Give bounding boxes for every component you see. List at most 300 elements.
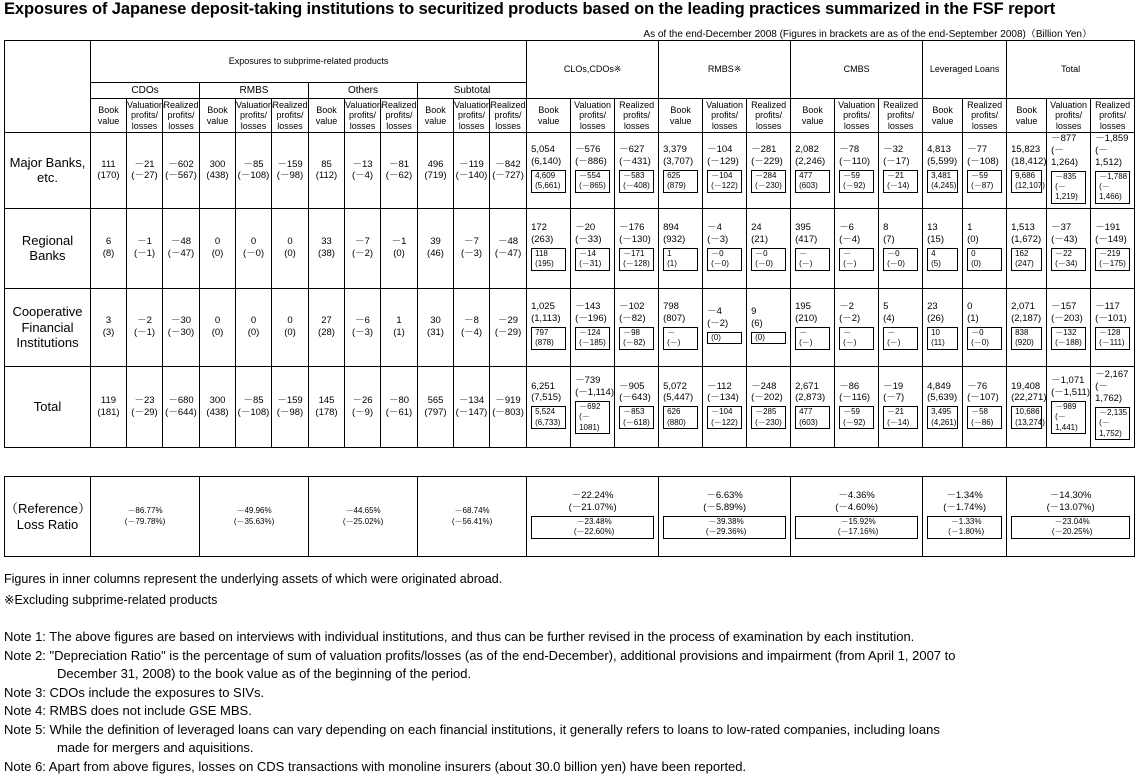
cell-value: 300 (438) xyxy=(200,395,235,419)
exposure-cell xyxy=(527,133,571,209)
table-row xyxy=(5,288,1135,366)
subprime-cell xyxy=(345,208,381,288)
header-book-value: Book value xyxy=(418,99,454,133)
outer-value: 19,408 (22,271) xyxy=(1007,381,1046,405)
cell-value: －29 (－29) xyxy=(490,315,526,339)
header-rmbs: RMBS※ xyxy=(659,41,791,99)
inner-value: 4,609 (5,661) xyxy=(531,170,566,193)
exposure-cell xyxy=(791,288,835,366)
inner-value: －15.92% (－17.16%) xyxy=(795,516,918,539)
outer-value: 13 (15) xyxy=(923,222,962,246)
cell-value: －1 (－1) xyxy=(127,236,162,260)
header-valuation: Valuation profits/ losses xyxy=(1047,99,1091,133)
exposure-cell xyxy=(659,208,703,288)
inner-value: －2,135 (－1,752) xyxy=(1095,407,1130,440)
outer-value: －77 (－108) xyxy=(963,144,1006,168)
inner-value: －0 (－0) xyxy=(751,248,786,271)
cell-value: －26 (－9) xyxy=(345,395,380,419)
outer-value: －576 (－886) xyxy=(571,144,614,168)
subprime-cell xyxy=(309,133,345,209)
inner-value: －23.04% (－20.25%) xyxy=(1011,516,1130,539)
exposure-cell xyxy=(615,133,659,209)
cell-value: 300 (438) xyxy=(200,159,235,183)
header-realized: Realized profits/ losses xyxy=(747,99,791,133)
exposure-cell xyxy=(1047,208,1091,288)
exposure-cell xyxy=(1091,208,1135,288)
subprime-cell xyxy=(490,366,527,447)
exposure-cell xyxy=(703,208,747,288)
inner-value: 9,686 (12,107) xyxy=(1011,170,1042,193)
cell-value: Cooperative Financial Institutions xyxy=(5,304,90,351)
outer-value: －248 (－202) xyxy=(747,381,790,405)
subprime-cell xyxy=(490,133,527,209)
page-title: Exposures of Japanese deposit-taking institutions to securitized products based on the leading practices summarized in the FSF report xyxy=(4,0,1055,19)
outer-value: 6,251 (7,515) xyxy=(527,381,570,405)
exposure-cell xyxy=(923,288,963,366)
outer-value: 172 (263) xyxy=(527,222,570,246)
inner-value: 10 (11) xyxy=(927,327,958,350)
inner-value: －554 (－865) xyxy=(575,170,610,193)
inner-value: 162 (247) xyxy=(1011,248,1042,271)
exposure-cell xyxy=(963,288,1007,366)
exposure-cell xyxy=(1047,288,1091,366)
outer-value: 2,671 (2,873) xyxy=(791,381,834,405)
cell-value: 145 (178) xyxy=(309,395,344,419)
cell-value: 85 (112) xyxy=(309,159,344,183)
header-book-value: Book value xyxy=(527,99,571,133)
exposure-cell xyxy=(1007,366,1047,447)
cell-value: 1 (1) xyxy=(381,315,417,339)
exposure-cell xyxy=(615,288,659,366)
inner-value: 626 (880) xyxy=(663,406,698,429)
outer-value: 24 (21) xyxy=(747,222,790,246)
cell-value: 496 (719) xyxy=(418,159,453,183)
subprime-cell xyxy=(91,366,127,447)
exposure-cell xyxy=(527,366,571,447)
outer-value: －877 (－1,264) xyxy=(1047,133,1090,169)
header-valuation: Valuation profits/ losses xyxy=(454,99,490,133)
header-realized: Realized profits/ losses xyxy=(963,99,1007,133)
header-valuation: Valuation profits/ losses xyxy=(345,99,381,133)
cell-value: 119 (181) xyxy=(91,395,126,419)
outer-value: 2,082 (2,246) xyxy=(791,144,834,168)
subprime-cell xyxy=(345,366,381,447)
inner-value: －285 (－230) xyxy=(751,406,786,429)
cell-value: －48 (－47) xyxy=(490,236,526,260)
header-cmbs: CMBS xyxy=(791,41,923,99)
loss-ratio-cell xyxy=(91,477,200,557)
subprime-cell xyxy=(418,133,454,209)
loss-ratio-cell xyxy=(418,477,527,557)
subprime-cell xyxy=(200,288,236,366)
header-total: Total xyxy=(1007,41,1135,99)
cell-value: －159 (－98) xyxy=(272,395,308,419)
cell-value: －86.77% (－79.78%) xyxy=(91,506,199,527)
outer-value: －32 (－17) xyxy=(879,144,922,168)
exposure-cell xyxy=(1091,366,1135,447)
note-line: Note 3: CDOs include the exposures to SIVs. xyxy=(4,684,956,703)
outer-value: 3,379 (3,707) xyxy=(659,144,702,168)
cell-value: －21 (－27) xyxy=(127,159,162,183)
cell-value: 30 (31) xyxy=(418,315,453,339)
cell-value: 27 (28) xyxy=(309,315,344,339)
subprime-cell xyxy=(163,288,200,366)
as-of-note: As of the end-December 2008 (Figures in brackets are as of the end-September 2008)（Billion Yen） xyxy=(643,25,1092,40)
cell-value: －119 (－140) xyxy=(454,159,489,183)
exposure-cell xyxy=(571,366,615,447)
exposure-cell xyxy=(527,208,571,288)
exposure-cell xyxy=(703,366,747,447)
header-valuation: Valuation profits/ losses xyxy=(236,99,272,133)
cell-value: －49.96% (－35.63%) xyxy=(200,506,308,527)
header-valuation: Valuation profits/ losses xyxy=(571,99,615,133)
inner-value: －692 (－1081) xyxy=(575,401,610,434)
exposure-cell xyxy=(923,133,963,209)
loss-ratio-cell xyxy=(200,477,309,557)
cell-value: －85 (－108) xyxy=(236,159,271,183)
subprime-cell xyxy=(200,366,236,447)
outer-value: 195 (210) xyxy=(791,301,834,325)
row-label xyxy=(5,133,91,209)
subprime-cell xyxy=(272,288,309,366)
inner-value: － (－) xyxy=(839,327,874,350)
row-label xyxy=(5,208,91,288)
inner-value: －58 (－86) xyxy=(967,406,1002,429)
outer-value: －2 (－2) xyxy=(835,301,878,325)
outer-value: －1,859 (－1,512) xyxy=(1091,133,1134,169)
outer-value: 1 (0) xyxy=(963,222,1006,246)
header-book-value: Book value xyxy=(659,99,703,133)
outer-value: －1,071 (－1,511) xyxy=(1047,375,1090,399)
cell-value: 111 (170) xyxy=(91,159,126,183)
subprime-cell xyxy=(418,366,454,447)
subprime-cell xyxy=(272,208,309,288)
subprime-cell xyxy=(127,288,163,366)
exposure-cell xyxy=(963,208,1007,288)
cell-value: 3 (3) xyxy=(91,315,126,339)
loss-ratio-cell xyxy=(309,477,418,557)
outer-value: －2,167 (－1,762) xyxy=(1091,369,1134,405)
exposure-cell xyxy=(659,133,703,209)
exposure-cell xyxy=(615,208,659,288)
outer-value: －6 (－4) xyxy=(835,222,878,246)
inner-value: 797 (878) xyxy=(531,327,566,350)
inner-value: －98 (－82) xyxy=(619,327,654,350)
exposure-cell xyxy=(1091,288,1135,366)
inner-value: －124 (－185) xyxy=(575,327,610,350)
exposure-cell xyxy=(963,366,1007,447)
subprime-cell xyxy=(236,288,272,366)
inner-value: －132 (－188) xyxy=(1051,327,1086,350)
exposure-cell xyxy=(659,288,703,366)
exposure-cell xyxy=(879,133,923,209)
inner-value: －104 (－122) xyxy=(707,406,742,429)
subprime-cell xyxy=(454,208,490,288)
inner-value: (0) xyxy=(751,332,786,344)
inner-value: －171 (－128) xyxy=(619,248,654,271)
exposure-cell xyxy=(835,208,879,288)
exposure-cell xyxy=(791,366,835,447)
loss-ratio-cell xyxy=(1007,477,1135,557)
outer-value: －191 (－149) xyxy=(1091,222,1134,246)
exposure-cell xyxy=(747,366,791,447)
subprime-cell xyxy=(272,133,309,209)
header-realized: Realized profits/ losses xyxy=(615,99,659,133)
inner-value: － (－) xyxy=(663,327,698,350)
footnote-excluding: ※Excluding subprime-related products xyxy=(4,592,217,607)
exposure-cell xyxy=(527,288,571,366)
outer-value: －143 (－196) xyxy=(571,301,614,325)
outer-value: －78 (－110) xyxy=(835,144,878,168)
exposure-cell xyxy=(923,208,963,288)
inner-value: －21 (－14) xyxy=(883,406,918,429)
inner-value: －14 (－31) xyxy=(575,248,610,271)
cell-value: －1 (0) xyxy=(381,236,417,260)
loss-ratio-label xyxy=(5,477,91,557)
subprime-cell xyxy=(345,288,381,366)
outer-value: －22.24% (－21.07%) xyxy=(527,490,658,514)
loss-ratio-cell xyxy=(791,477,923,557)
cell-value: －85 (－108) xyxy=(236,395,271,419)
outer-value: 395 (417) xyxy=(791,222,834,246)
outer-value: －4 (－2) xyxy=(703,306,746,330)
inner-value: 3,481 (4,245) xyxy=(927,170,958,193)
exposure-cell xyxy=(1047,133,1091,209)
header-book-value: Book value xyxy=(309,99,345,133)
exposure-cell xyxy=(659,366,703,447)
subprime-cell xyxy=(381,288,418,366)
subprime-cell xyxy=(91,133,127,209)
outer-value: －4 (－3) xyxy=(703,222,746,246)
subprime-cell xyxy=(127,133,163,209)
exposure-cell xyxy=(615,366,659,447)
outer-value: 23 (26) xyxy=(923,301,962,325)
loss-ratio-row xyxy=(5,477,1135,557)
cell-value: －842 (－727) xyxy=(490,159,526,183)
outer-value: －76 (－107) xyxy=(963,381,1006,405)
outer-value: 15,823 (18,412) xyxy=(1007,144,1046,168)
table-row xyxy=(5,133,1135,209)
header-cdos: CDOs xyxy=(91,83,200,99)
loss-ratio-cell xyxy=(527,477,659,557)
loss-ratio-table xyxy=(4,476,1135,557)
inner-value: －853 (－618) xyxy=(619,406,654,429)
outer-value: －176 (－130) xyxy=(615,222,658,246)
cell-value: －8 (－4) xyxy=(454,315,489,339)
subprime-cell xyxy=(163,133,200,209)
inner-value: －284 (－230) xyxy=(751,170,786,193)
subprime-cell xyxy=(163,366,200,447)
subprime-cell xyxy=(381,366,418,447)
subprime-cell xyxy=(418,288,454,366)
table-row xyxy=(5,208,1135,288)
subprime-cell xyxy=(91,288,127,366)
header-valuation: Valuation profits/ losses xyxy=(703,99,747,133)
header-book-value: Book value xyxy=(923,99,963,133)
outer-value: －739 (－1,114) xyxy=(571,375,614,399)
inner-value: －59 (－87) xyxy=(967,170,1002,193)
header-book-value: Book value xyxy=(1007,99,1047,133)
exposure-cell xyxy=(703,288,747,366)
outer-value: 4,813 (5,599) xyxy=(923,144,962,168)
inner-value: －104 (－122) xyxy=(707,170,742,193)
exposure-cell xyxy=(879,208,923,288)
inner-value: 1 (1) xyxy=(663,248,698,271)
outer-value: －104 (－129) xyxy=(703,144,746,168)
inner-value: －1,788 (－1,466) xyxy=(1095,171,1130,204)
cell-value: －159 (－98) xyxy=(272,159,308,183)
outer-value: 894 (932) xyxy=(659,222,702,246)
header-subprime: Exposures to subprime-related products xyxy=(91,41,527,83)
outer-value: －281 (－229) xyxy=(747,144,790,168)
cell-value: －7 (－3) xyxy=(454,236,489,260)
cell-value: －7 (－2) xyxy=(345,236,380,260)
inner-value: 625 (879) xyxy=(663,170,698,193)
exposure-cell xyxy=(791,208,835,288)
outer-value: －627 (－431) xyxy=(615,144,658,168)
header-clos-cdos: CLOs,CDOs※ xyxy=(527,41,659,99)
subprime-cell xyxy=(200,133,236,209)
header-leveraged-loans: Leveraged Loans xyxy=(923,41,1007,99)
cell-value: －68.74% (－56.41%) xyxy=(418,506,526,527)
outer-value: －19 (－7) xyxy=(879,381,922,405)
subprime-cell xyxy=(236,133,272,209)
table-row xyxy=(5,366,1135,447)
inner-value: 3,495 (4,261) xyxy=(927,406,958,429)
header-realized: Realized profits/ losses xyxy=(879,99,923,133)
outer-value: －6.63% (－5.89%) xyxy=(659,490,790,514)
outer-value: －37 (－43) xyxy=(1047,222,1090,246)
cell-value: －23 (－29) xyxy=(127,395,162,419)
inner-value: －59 (－92) xyxy=(839,170,874,193)
subprime-cell xyxy=(91,208,127,288)
cell-value: Regional Banks xyxy=(5,233,90,264)
outer-value: 0 (1) xyxy=(963,301,1006,325)
outer-value: 1,025 (1,113) xyxy=(527,301,570,325)
inner-value: 0 (0) xyxy=(967,248,1002,271)
cell-value: －80 (－61) xyxy=(381,395,417,419)
outer-value: －86 (－116) xyxy=(835,381,878,405)
exposure-cell xyxy=(923,366,963,447)
outer-value: 8 (7) xyxy=(879,222,922,246)
cell-value: （Reference） Loss Ratio xyxy=(5,501,90,532)
subprime-cell xyxy=(490,288,527,366)
cell-value: －2 (－1) xyxy=(127,315,162,339)
cell-value: －44.65% (－25.02%) xyxy=(309,506,417,527)
note-line: Note 4: RMBS does not include GSE MBS. xyxy=(4,702,956,721)
exposure-cell xyxy=(791,133,835,209)
subprime-cell xyxy=(272,366,309,447)
subprime-cell xyxy=(309,208,345,288)
subprime-cell xyxy=(381,208,418,288)
inner-value: 838 (920) xyxy=(1011,327,1042,350)
subprime-cell xyxy=(454,288,490,366)
outer-value: －157 (－203) xyxy=(1047,301,1090,325)
outer-value: 4,849 (5,639) xyxy=(923,381,962,405)
cell-value: －30 (－30) xyxy=(163,315,199,339)
note-line: Note 1: The above figures are based on interviews with individual institutions, and thus can be further revised in the process of examination by each institution. xyxy=(4,628,956,647)
note-line: Note 5: While the definition of leveraged loans can vary depending on each financial institutions, it generally refers to loans to low-rated companies, including loans xyxy=(4,721,956,740)
exposure-cell xyxy=(879,366,923,447)
inner-value: 118 (195) xyxy=(531,248,566,271)
corner-cell xyxy=(5,41,91,133)
exposure-cell xyxy=(747,208,791,288)
header-realized: Realized profits/ losses xyxy=(1091,99,1135,133)
exposure-cell xyxy=(703,133,747,209)
inner-value: －1.33% (－1.80%) xyxy=(927,516,1002,539)
exposure-cell xyxy=(835,288,879,366)
header-realized: Realized profits/ losses xyxy=(381,99,418,133)
cell-value: 6 (8) xyxy=(91,236,126,260)
inner-value: －0 (－0) xyxy=(883,248,918,271)
outer-value: －905 (－643) xyxy=(615,381,658,405)
subprime-cell xyxy=(309,366,345,447)
outer-value: －102 (－82) xyxy=(615,301,658,325)
inner-value: 5,524 (6,733) xyxy=(531,406,566,429)
header-book-value: Book value xyxy=(791,99,835,133)
inner-value: －0 (－0) xyxy=(707,248,742,271)
subprime-cell xyxy=(418,208,454,288)
header-realized: Realized profits/ losses xyxy=(163,99,200,133)
inner-value: － (－) xyxy=(883,327,918,350)
inner-value: －23.48% (－22.60%) xyxy=(531,516,654,539)
cell-value: 0 (0) xyxy=(236,315,271,339)
cell-value: －48 (－47) xyxy=(163,236,199,260)
exposure-cell xyxy=(571,133,615,209)
cell-value: －680 (－644) xyxy=(163,395,199,419)
note-line: Note 6: Apart from above figures, losses on CDS transactions with monoline insurers (about 30.0 billion yen) have been reported. xyxy=(4,758,956,776)
notes-section xyxy=(4,628,956,776)
inner-value: 10,686 (13,274) xyxy=(1011,406,1042,429)
outer-value: 798 (807) xyxy=(659,301,702,325)
cell-value: 0 (0) xyxy=(200,315,235,339)
cell-value: －81 (－62) xyxy=(381,159,417,183)
loss-ratio-cell xyxy=(923,477,1007,557)
inner-value: － (－) xyxy=(795,327,830,350)
cell-value: －6 (－3) xyxy=(345,315,380,339)
subprime-cell xyxy=(127,366,163,447)
exposure-cell xyxy=(835,366,879,447)
cell-value: 0 (0) xyxy=(200,236,235,260)
outer-value: 1,513 (1,672) xyxy=(1007,222,1046,246)
subprime-cell xyxy=(345,133,381,209)
exposure-cell xyxy=(1007,133,1047,209)
row-label xyxy=(5,366,91,447)
subprime-cell xyxy=(309,288,345,366)
cell-value: －919 (－803) xyxy=(490,395,526,419)
inner-value: －39.38% (－29.36%) xyxy=(663,516,786,539)
exposure-table xyxy=(4,40,1135,448)
row-label xyxy=(5,288,91,366)
cell-value: 0 (0) xyxy=(272,236,308,260)
inner-value: － (－) xyxy=(795,248,830,271)
subprime-cell xyxy=(127,208,163,288)
subprime-cell xyxy=(454,133,490,209)
cell-value: Total xyxy=(5,399,90,415)
exposure-cell xyxy=(1007,208,1047,288)
outer-value: －14.30% (－13.07%) xyxy=(1007,490,1134,514)
inner-value: －219 (－175) xyxy=(1095,248,1130,271)
inner-value: 4 (5) xyxy=(927,248,958,271)
inner-value: (0) xyxy=(707,332,742,344)
cell-value: 565 (797) xyxy=(418,395,453,419)
exposure-cell xyxy=(571,208,615,288)
exposure-cell xyxy=(835,133,879,209)
inner-value: －835 (－1,219) xyxy=(1051,171,1086,204)
note-line: December 31, 2008) to the book value as of the beginning of the period. xyxy=(4,665,956,684)
cell-value: Major Banks, etc. xyxy=(5,155,90,186)
cell-value: 33 (38) xyxy=(309,236,344,260)
